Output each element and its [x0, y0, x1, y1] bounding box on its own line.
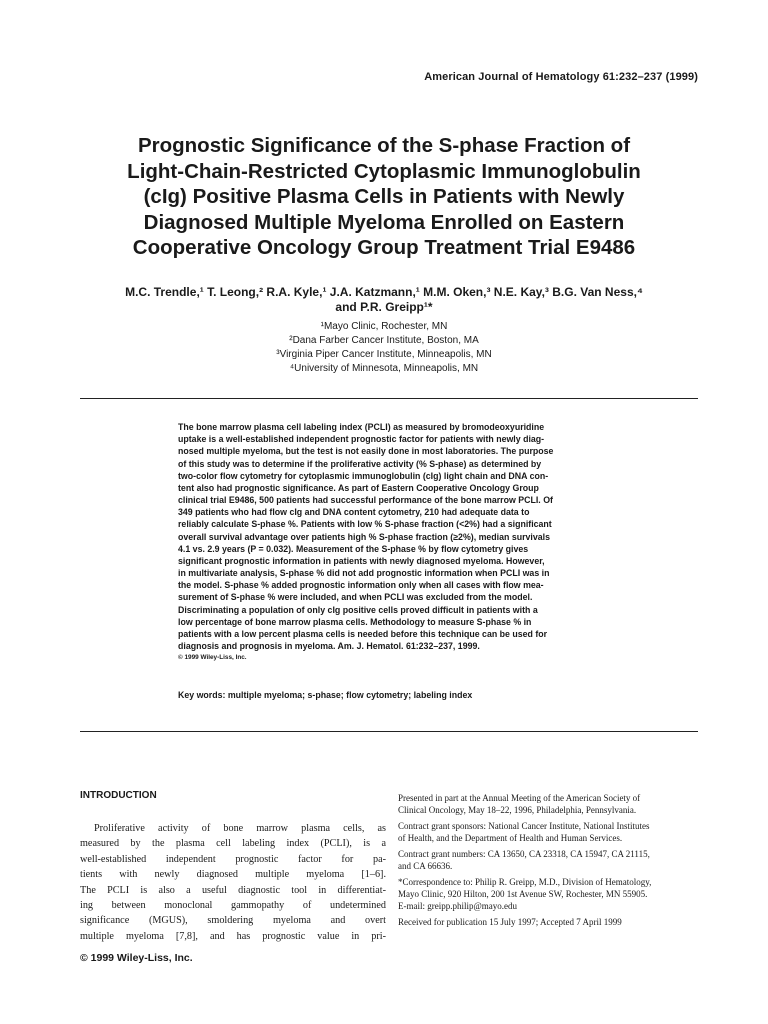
- author-line: and P.R. Greipp¹*: [335, 300, 433, 314]
- footnote-sponsors: [398, 820, 704, 844]
- journal-header: American Journal of Hematology 61:232–237 (1999): [424, 71, 698, 83]
- footnote-presented: [398, 792, 704, 816]
- footnote-line: E-mail: greipp.philip@mayo.edu: [398, 901, 518, 911]
- abstract-line: of this study was to determine if the proliferative activity (% S-phase) as determined by: [178, 458, 542, 469]
- article-title: [60, 133, 708, 261]
- body-line: multiple myeloma [7,8], and has prognostic value in pri-: [80, 930, 386, 942]
- affiliations: [160, 320, 608, 376]
- title-line: (cIg) Positive Plasma Cells in Patients with Newly: [143, 185, 625, 208]
- footnote-line: Presented in part at the Annual Meeting of the American Society of: [398, 793, 641, 803]
- top-divider: [80, 398, 698, 399]
- bottom-divider: [80, 731, 698, 732]
- abstract-line: in multivariate analysis, S-phase % did not add prognostic information when PCLI was in: [178, 568, 550, 579]
- abstract-line: patients with a low percent plasma cells is needed before this technique can be used for: [178, 628, 548, 639]
- footnote-correspondence: [398, 876, 704, 912]
- author-line: M.C. Trendle,¹ T. Leong,² R.A. Kyle,¹ J.A. Katzmann,¹ M.M. Oken,³ N.E. Kay,³ B.G. Van Ness,⁴: [125, 285, 643, 299]
- affiliation: ³Virginia Piper Cancer Institute, Minneapolis, MN: [276, 349, 492, 360]
- abstract-line: significant prognostic information in patients with newly diagnosed myeloma. However,: [178, 555, 545, 566]
- footnote-grant-numbers: [398, 848, 704, 872]
- keywords: Key words: multiple myeloma; s-phase; flow cytometry; labeling index: [178, 690, 473, 700]
- footnote-received: [398, 916, 704, 928]
- abstract-line: Discriminating a population of only cIg positive cells proved difficult in patients with a: [178, 604, 538, 615]
- abstract: [178, 421, 602, 664]
- body-line: significance (MGUS), smoldering myeloma and overt: [80, 915, 386, 927]
- footnotes: [398, 792, 704, 932]
- abstract-line: The bone marrow plasma cell labeling index (PCLI) as measured by bromodeoxyuridine: [178, 422, 545, 432]
- footnote-line: Mayo Clinic, 920 Hilton, 200 1st Avenue SW, Rochester, MN 55905.: [398, 889, 648, 899]
- footnote-line: Contract grant numbers: CA 13650, CA 23318, CA 15947, CA 21115,: [398, 849, 650, 859]
- footnote-line: of Health, and the Department of Health and Human Services.: [398, 833, 623, 843]
- author-list: [60, 285, 708, 315]
- abstract-line: 4.1 vs. 2.9 years (P = 0.032). Measurement of the S-phase % by flow cytometry gives: [178, 543, 529, 554]
- title-line: Prognostic Significance of the S-phase Fraction of: [137, 134, 631, 157]
- footnote-line: Contract grant sponsors: National Cancer Institute, National Institutes: [398, 821, 650, 831]
- affiliation: ⁴University of Minnesota, Minneapolis, MN: [289, 363, 479, 374]
- section-heading: INTRODUCTION: [80, 790, 157, 801]
- title-line: Diagnosed Multiple Myeloma Enrolled on Eastern: [143, 210, 625, 234]
- abstract-line: diagnosis and prognosis in myeloma. Am. J. Hematol. 61:232–237, 1999.: [178, 641, 480, 652]
- body-line: Proliferative activity of bone marrow plasma cells, as: [94, 823, 386, 834]
- abstract-line: 349 patients who had flow cIg and DNA content cytometry, 210 had adequate data to: [178, 507, 530, 518]
- title-line: Light-Chain-Restricted Cytoplasmic Immunoglobulin: [127, 159, 641, 183]
- abstract-line: reliably calculate S-phase %. Patients with low % S-phase fraction (<2%) had a significant: [178, 519, 552, 530]
- abstract-line: surement of S-phase % were included, and when PCLI was excluded from the model.: [178, 592, 533, 603]
- footnote-line: *Correspondence to: Philip R. Greipp, M.D., Division of Hematology,: [398, 877, 652, 887]
- abstract-line: low percentage of bone marrow plasma cells. Methodology to measure S-phase % in: [178, 616, 532, 627]
- intro-paragraph: [80, 821, 386, 944]
- abstract-line: overall survival advantage over patients high % S-phase fraction (≥2%), median survivals: [178, 531, 550, 542]
- abstract-copyright: © 1999 Wiley-Liss, Inc.: [178, 654, 247, 662]
- abstract-line: tent also had prognostic significance. As part of Eastern Cooperative Oncology Group: [178, 482, 539, 493]
- abstract-line: nosed multiple myeloma, but the test is not easily done in most laboratories. The purpose: [178, 446, 554, 457]
- body-line: well-established independent prognostic factor for pa-: [80, 853, 386, 865]
- footnote-line: Clinical Oncology, May 18–22, 1996, Philadelphia, Pennsylvania.: [398, 805, 637, 815]
- body-line: The PCLI is also a useful diagnostic tool in differentiat-: [80, 884, 386, 896]
- affiliation: ²Dana Farber Cancer Institute, Boston, MA: [289, 335, 479, 346]
- body-line: ing between monoclonal gammopathy of undetermined: [80, 900, 386, 912]
- abstract-line: uptake is a well-established independent prognostic factor for patients with newly diag-: [178, 434, 545, 445]
- abstract-line: two-color flow cytometry for cytoplasmic immunoglobulin (cIg) light chain and DNA con-: [178, 470, 549, 481]
- footnote-line: and CA 66636.: [398, 861, 453, 871]
- title-line: Cooperative Oncology Group Treatment Trial E9486: [132, 236, 636, 259]
- body-line: tients with newly diagnosed multiple myeloma [1–6].: [80, 869, 386, 881]
- abstract-line: the model. S-phase % added prognostic information only when all cases with flow mea-: [178, 580, 544, 591]
- footer-copyright: © 1999 Wiley-Liss, Inc.: [80, 952, 193, 964]
- footnote-line: Received for publication 15 July 1997; Accepted 7 April 1999: [398, 917, 622, 927]
- abstract-line: clinical trial E9486, 500 patients had successful performance of the bone marrow PCLI. Of: [178, 495, 553, 506]
- body-line: measured by the plasma cell labeling index (PCLI), is a: [80, 838, 386, 850]
- affiliation: ¹Mayo Clinic, Rochester, MN: [320, 321, 448, 332]
